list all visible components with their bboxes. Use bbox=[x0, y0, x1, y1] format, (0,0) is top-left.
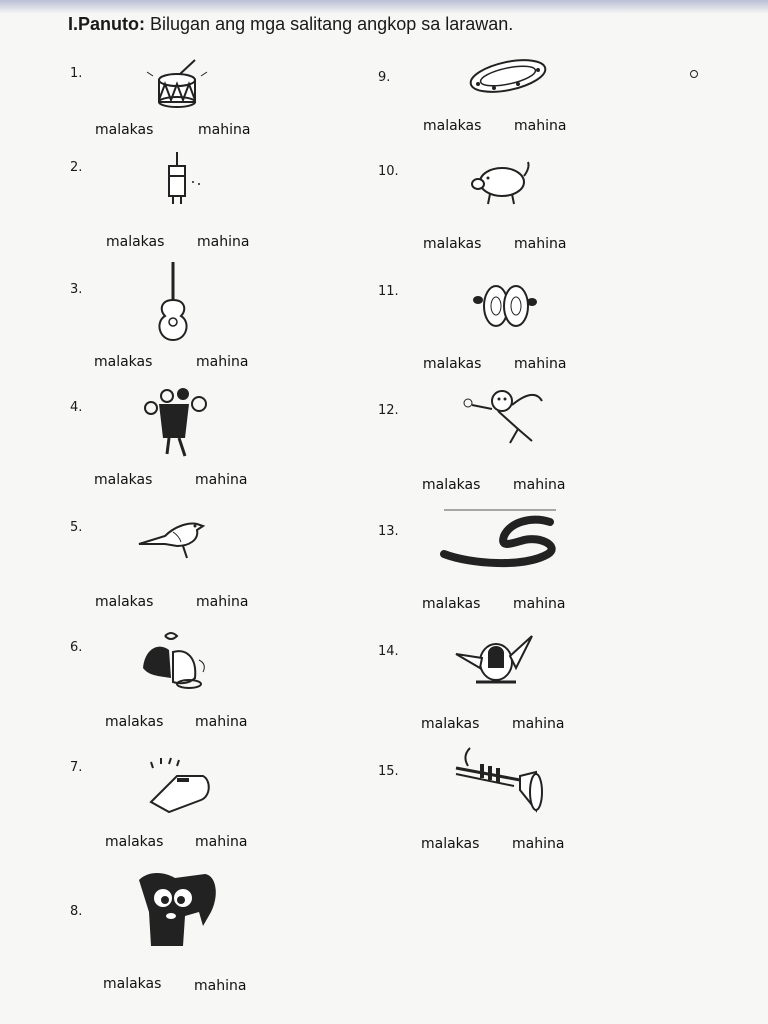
choice-loud[interactable]: malakas bbox=[421, 716, 480, 732]
question-7 bbox=[70, 760, 400, 878]
choice-loud[interactable]: malakas bbox=[106, 234, 165, 250]
monkey-icon bbox=[458, 383, 558, 467]
choice-soft[interactable]: mahina bbox=[514, 236, 567, 252]
choice-soft[interactable]: mahina bbox=[196, 594, 249, 610]
choice-loud[interactable]: malakas bbox=[423, 118, 482, 134]
choice-loud[interactable]: malakas bbox=[423, 236, 482, 252]
choice-soft[interactable]: mahina bbox=[514, 356, 567, 372]
bird-icon bbox=[125, 510, 225, 594]
choice-loud[interactable]: malakas bbox=[423, 356, 482, 372]
question-number: 1. bbox=[70, 66, 83, 81]
choice-loud[interactable]: malakas bbox=[422, 477, 481, 493]
choice-loud[interactable]: malakas bbox=[105, 834, 164, 850]
choice-soft[interactable]: mahina bbox=[195, 714, 248, 730]
question-number: 3. bbox=[70, 282, 83, 297]
choice-soft[interactable]: mahina bbox=[512, 716, 565, 732]
choice-soft[interactable]: mahina bbox=[512, 836, 565, 852]
question-number: 7. bbox=[70, 760, 83, 775]
question-number: 8. bbox=[70, 904, 83, 919]
pig-icon bbox=[458, 158, 558, 242]
choice-soft[interactable]: mahina bbox=[195, 472, 248, 488]
question-number: 4. bbox=[70, 400, 83, 415]
question-3 bbox=[70, 282, 400, 400]
cymbals-icon bbox=[458, 270, 558, 354]
choice-soft[interactable]: mahina bbox=[195, 834, 248, 850]
dog-icon bbox=[125, 866, 225, 950]
question-number: 5. bbox=[70, 520, 83, 535]
question-4 bbox=[70, 400, 400, 518]
choice-soft[interactable]: mahina bbox=[513, 596, 566, 612]
choice-loud[interactable]: malakas bbox=[105, 714, 164, 730]
choice-loud[interactable]: malakas bbox=[421, 836, 480, 852]
choice-loud[interactable]: malakas bbox=[94, 354, 153, 370]
question-number: 12. bbox=[378, 403, 399, 418]
question-2 bbox=[70, 160, 400, 278]
question-number: 13. bbox=[378, 524, 399, 539]
whistle-icon bbox=[125, 752, 225, 836]
question-8 bbox=[70, 904, 400, 1022]
trumpet-icon bbox=[450, 740, 550, 824]
instruction-text: Bilugan ang mga salitang angkop sa larawan. bbox=[150, 14, 514, 34]
question-10 bbox=[378, 164, 708, 282]
question-5 bbox=[70, 520, 400, 638]
choice-soft[interactable]: mahina bbox=[196, 354, 249, 370]
question-13 bbox=[378, 524, 708, 642]
question-6 bbox=[70, 640, 400, 758]
noisy-crowd-icon bbox=[125, 384, 225, 468]
ringing-bell-icon bbox=[125, 152, 225, 236]
question-number: 6. bbox=[70, 640, 83, 655]
snake-icon bbox=[440, 508, 560, 592]
choice-loud[interactable]: malakas bbox=[422, 596, 481, 612]
choice-loud[interactable]: malakas bbox=[103, 976, 162, 992]
question-15 bbox=[378, 764, 708, 882]
guitar-icon bbox=[125, 260, 225, 344]
choice-loud[interactable]: malakas bbox=[95, 122, 154, 138]
scan-shadow bbox=[0, 0, 768, 14]
dove-icon bbox=[446, 628, 546, 712]
choice-loud[interactable]: malakas bbox=[95, 594, 154, 610]
question-number: 2. bbox=[70, 160, 83, 175]
choice-soft[interactable]: mahina bbox=[198, 122, 251, 138]
question-number: 10. bbox=[378, 164, 399, 179]
question-12 bbox=[378, 403, 708, 521]
question-number: 14. bbox=[378, 644, 399, 659]
choice-soft[interactable]: mahina bbox=[513, 477, 566, 493]
question-number: 9. bbox=[378, 70, 391, 85]
instruction-label: I.Panuto: bbox=[68, 14, 145, 34]
choice-loud[interactable]: malakas bbox=[94, 472, 153, 488]
instruction bbox=[68, 14, 513, 35]
question-number: 11. bbox=[378, 284, 399, 299]
choice-soft[interactable]: mahina bbox=[194, 978, 247, 994]
choice-soft[interactable]: mahina bbox=[514, 118, 567, 134]
choice-soft[interactable]: mahina bbox=[197, 234, 250, 250]
bells-icon bbox=[125, 628, 225, 712]
question-number: 15. bbox=[378, 764, 399, 779]
